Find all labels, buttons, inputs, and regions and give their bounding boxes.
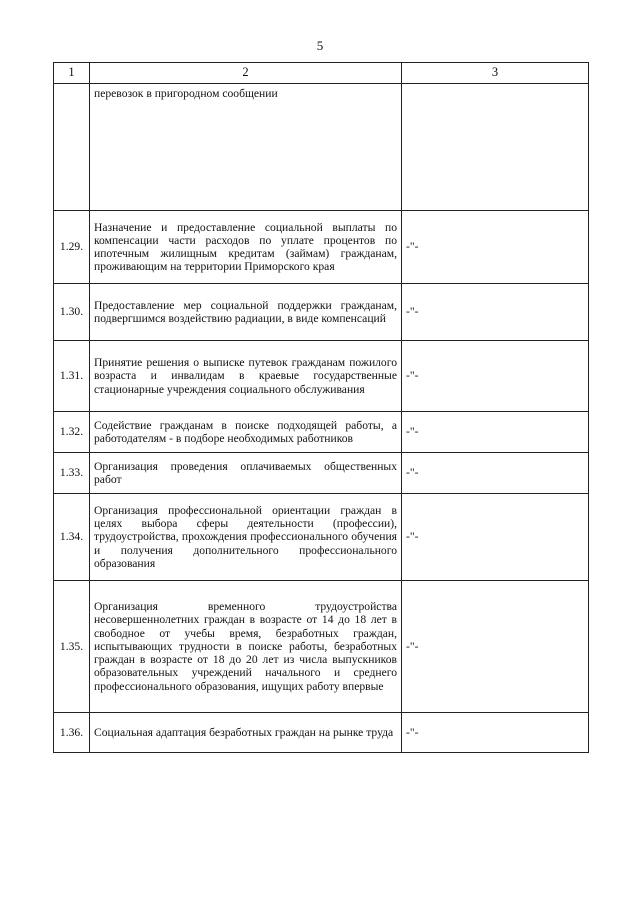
table-row: [54, 84, 589, 211]
row-number: 1.31.: [54, 341, 90, 412]
row-description: Принятие решения о выписке путевок гражданам пожилого возраста и инвалидам в краевые государственные стационарные учреждения социального обслуживания: [90, 341, 402, 412]
row-number: 1.32.: [54, 412, 90, 453]
table-row: [54, 453, 589, 494]
row-description: Организация профессиональной ориентации граждан в целях выбора сферы деятельности (профессии), трудоустройства, прохождения профессионального обучения и получения дополнительного профессионального образования: [90, 494, 402, 581]
table-row: [54, 581, 589, 713]
row-note: -"-: [402, 713, 589, 753]
page-number: 5: [316, 38, 324, 53]
row-note: -"-: [402, 211, 589, 284]
row-description: Назначение и предоставление социальной выплаты по компенсации части расходов по уплате процентов по ипотечным жилищным кредитам (займам) гражданам, проживающим на территории Приморского края: [90, 211, 402, 284]
row-description: перевозок в пригородном сообщении: [90, 84, 402, 211]
row-note: -"-: [402, 453, 589, 494]
row-number: 1.33.: [54, 453, 90, 494]
table-row: [54, 412, 589, 453]
row-number: 1.34.: [54, 494, 90, 581]
table-row: [54, 494, 589, 581]
row-note: -"-: [402, 581, 589, 713]
row-description: Предоставление мер социальной поддержки гражданам, подвергшимся воздействию радиации, в виде компенсаций: [90, 284, 402, 341]
row-note: -"-: [402, 341, 589, 412]
row-number: 1.29.: [54, 211, 90, 284]
table-header-row: [54, 63, 589, 84]
services-table: [53, 62, 589, 753]
table-row: [54, 211, 589, 284]
header-col-3: 3: [402, 63, 589, 84]
row-description: Социальная адаптация безработных граждан на рынке труда: [90, 713, 402, 753]
row-note: -"-: [402, 494, 589, 581]
row-note: [402, 84, 589, 211]
row-note: -"-: [402, 284, 589, 341]
row-number: 1.36.: [54, 713, 90, 753]
row-number: [54, 84, 90, 211]
table-row: [54, 284, 589, 341]
row-description: Содействие гражданам в поиске подходящей работы, а работодателям - в подборе необходимых работников: [90, 412, 402, 453]
table-row: [54, 341, 589, 412]
row-number: 1.30.: [54, 284, 90, 341]
row-description: Организация временного трудоустройства несовершеннолетних граждан в возрасте от 14 до 18 лет в свободное от учебы время, безработных граждан, испытывающих трудности в поиске работы, безработных граждан в возрасте от 18 до 20 лет из числа выпускников образовательных учреждений начального и среднего профессионального образования, ищущих работу впервые: [90, 581, 402, 713]
row-description: Организация проведения оплачиваемых общественных работ: [90, 453, 402, 494]
row-number: 1.35.: [54, 581, 90, 713]
header-col-2: 2: [90, 63, 402, 84]
header-col-1: 1: [54, 63, 90, 84]
table-row: [54, 713, 589, 753]
row-note: -"-: [402, 412, 589, 453]
